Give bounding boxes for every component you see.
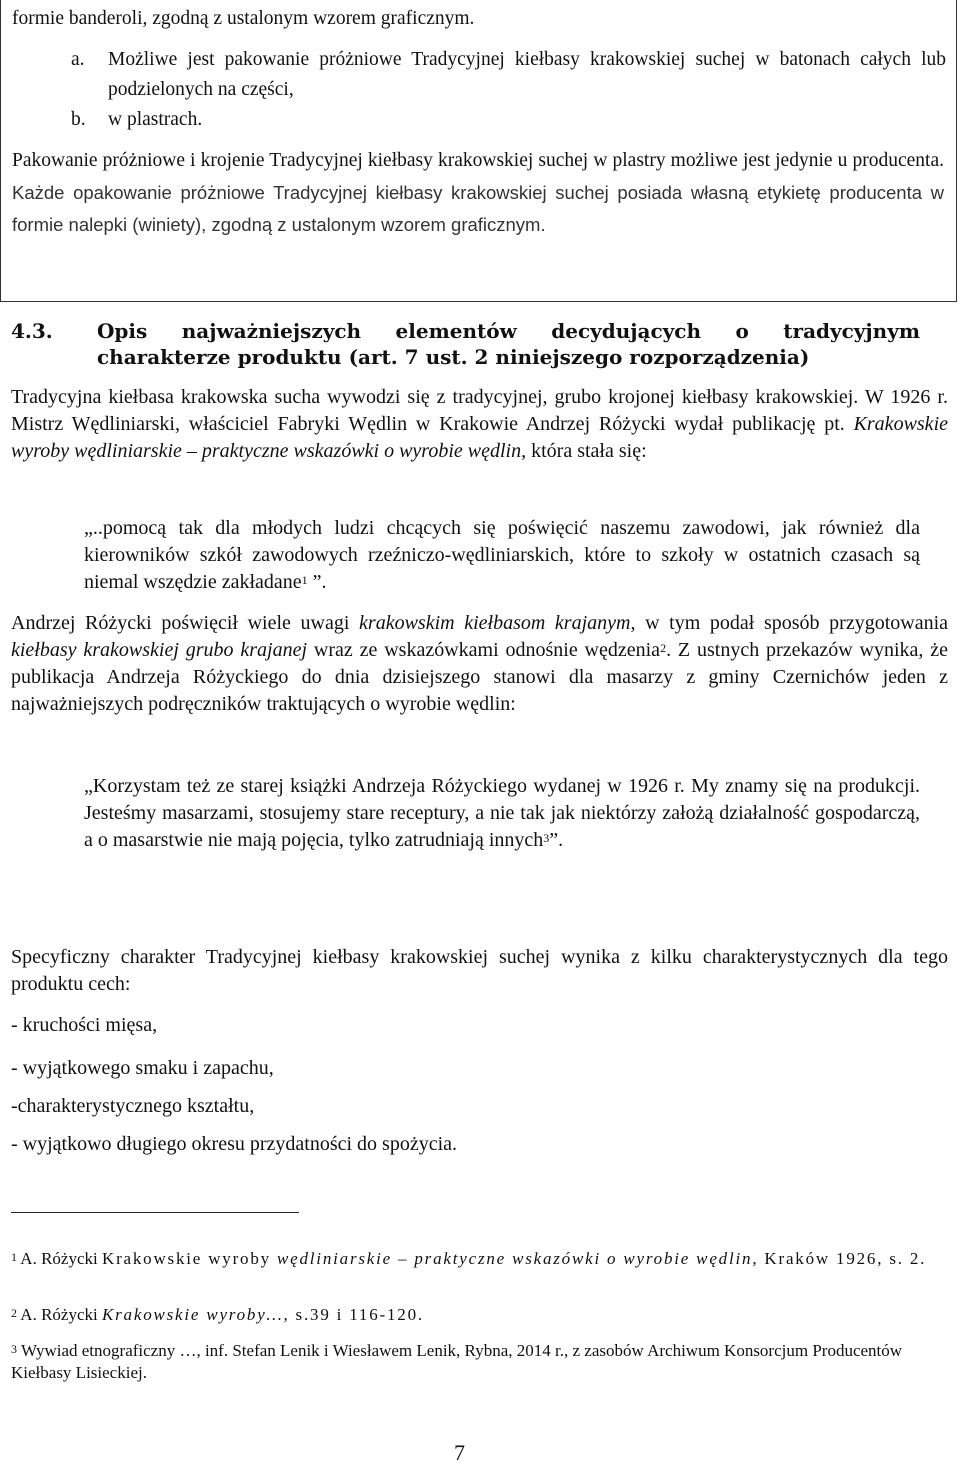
box-first-line: formie banderoli, zgodną z ustalonym wzorem graficznym.	[12, 8, 475, 29]
text-run: Andrzej Różycki poświęcił wiele uwagi	[11, 612, 360, 634]
footnote-ref-1: 1	[301, 573, 308, 587]
text-run: wraz ze wskazówkami odnośnie wędzenia	[307, 639, 661, 661]
section-title: Opis najważniejszych elementów decydujących o tradycyjnym charakterze produktu (art. 7 ust. 2 niniejszego rozporządzenia)	[97, 319, 920, 369]
italic-phrase: wędliniarskie – praktyczne wskazówki o wyrobie wędlin	[276, 1249, 753, 1268]
page-number: 7	[454, 1440, 465, 1465]
feature-item: - kruchości mięsa,	[11, 1014, 158, 1036]
quote-2	[84, 773, 920, 854]
bordered-text-box	[0, 0, 957, 302]
footnote-2	[11, 1304, 948, 1326]
footnote-ref-3: 3	[543, 831, 550, 845]
list-item-label: b.	[71, 109, 86, 130]
list-item-text: w plastrach.	[108, 109, 203, 130]
footnote-ref-2: 2	[660, 641, 667, 655]
list-item	[71, 45, 946, 105]
box-paragraph	[12, 145, 944, 242]
text-run: Krakowskie wyroby	[102, 1249, 277, 1268]
feature-item: - wyjątkowego smaku i zapachu,	[11, 1057, 274, 1079]
quote-2-end: ”.	[549, 829, 564, 851]
text-run: , Kraków 1926, s. 2.	[752, 1249, 927, 1268]
quote-1-text: „..pomocą tak dla młodych ludzi chcących się poświęcić naszemu zawodowi, jak również dla kierowników szkół zawodowych rzeźniczo-wędliniarskich, które to szkoły w ostatnich czasach są niemal wszędzie zakładane	[84, 517, 920, 593]
feature-item: -charakterystycznego kształtu,	[11, 1095, 255, 1117]
quote-1	[84, 515, 920, 596]
paragraph-characteristics: Specyficzny charakter Tradycyjnej kiełbasy krakowskiej suchej wynika z kilku charakterystycznych dla tego produktu cech:	[11, 946, 948, 995]
feature-item: - wyjątkowo długiego okresu przydatności do spożycia.	[11, 1133, 458, 1155]
italic-phrase: krakowskim kiełbasom krajanym	[359, 612, 631, 634]
footnote-number: 2	[11, 1306, 17, 1320]
footnote-number: 3	[11, 1342, 17, 1356]
list-item-text: Możliwe jest pakowanie próżniowe Tradycyjnej kiełbasy krakowskiej suchej w batonach całych lub podzielonych na części,	[108, 49, 946, 100]
text-run: A. Różycki	[17, 1305, 102, 1324]
section-number: 4.3.	[11, 319, 53, 343]
footnote-3	[11, 1340, 948, 1384]
quote-1-end: ”.	[307, 571, 327, 593]
text-run: , w tym podał sposób przygotowania	[630, 612, 949, 634]
text-run: Wywiad etnograficzny …, inf. Stefan Lenik i Wiesławem Lenik, Rybna, 2014 r., z zasobów Archiwum Konsorcjum Producentów Kiełbasy Lisieckiej.	[11, 1341, 903, 1382]
footnote-separator	[11, 1212, 299, 1213]
paragraph-intro-text: Tradycyjna kiełbasa krakowska sucha wywodzi się z tradycyjnej, grubo krojonej kiełbasy krakowskiej. W 1926 r. Mistrz Wędliniarski, właściciel Fabryki Wędlin w Krakowie Andrzej Różycki wydał publikację pt.	[11, 386, 948, 435]
publication-title: Krakowskie wyroby wędliniarskie – praktyczne wskazówki o wyrobie wędlin	[11, 413, 948, 462]
footnote-number: 1	[11, 1250, 17, 1264]
paragraph-intro-tail: , która stała się:	[521, 440, 647, 462]
quote-2-text: „Korzystam też ze starej książki Andrzeja Różyckiego wydanej w 1926 r. My znamy się na produkcji. Jesteśmy masarzami, stosujemy stare receptury, a nie tak jak niektórzy założą działalność gospodarczą, a o masarstwie nie mają pojęcia, tylko zatrudniają innych	[84, 775, 920, 851]
paragraph-rozycki	[11, 610, 948, 718]
packaging-list	[71, 45, 946, 135]
paragraph-intro	[11, 384, 948, 465]
list-item	[71, 105, 946, 135]
italic-phrase: Krakowskie wyroby…	[102, 1305, 284, 1324]
box-paragraph-serif: Pakowanie próżniowe i krojenie Tradycyjnej kiełbasy krakowskiej suchej w plastry możliwe jest jedynie u producenta.	[12, 150, 944, 171]
text-run: , s.39 i 116-120.	[283, 1305, 424, 1324]
text-run: . Z ustnych przekazów wynika, że publikacja Andrzeja Różyckiego do dnia dzisiejszego stanowi dla masarzy z gminy Czernichów jeden z najważniejszych podręczników traktujących o wyrobie wędlin:	[11, 639, 948, 715]
italic-phrase: kiełbasy krakowskiej grubo krajanej	[11, 639, 308, 661]
box-paragraph-sans: Każde opakowanie próżniowe Tradycyjnej kiełbasy krakowskiej suchej posiada własną etykietę producenta w formie nalepki (winiety), zgodną z ustalonym wzorem graficznym.	[12, 181, 944, 235]
list-item-label: a.	[71, 49, 85, 70]
footnote-1	[11, 1248, 948, 1270]
text-run: A. Różycki	[17, 1249, 102, 1268]
